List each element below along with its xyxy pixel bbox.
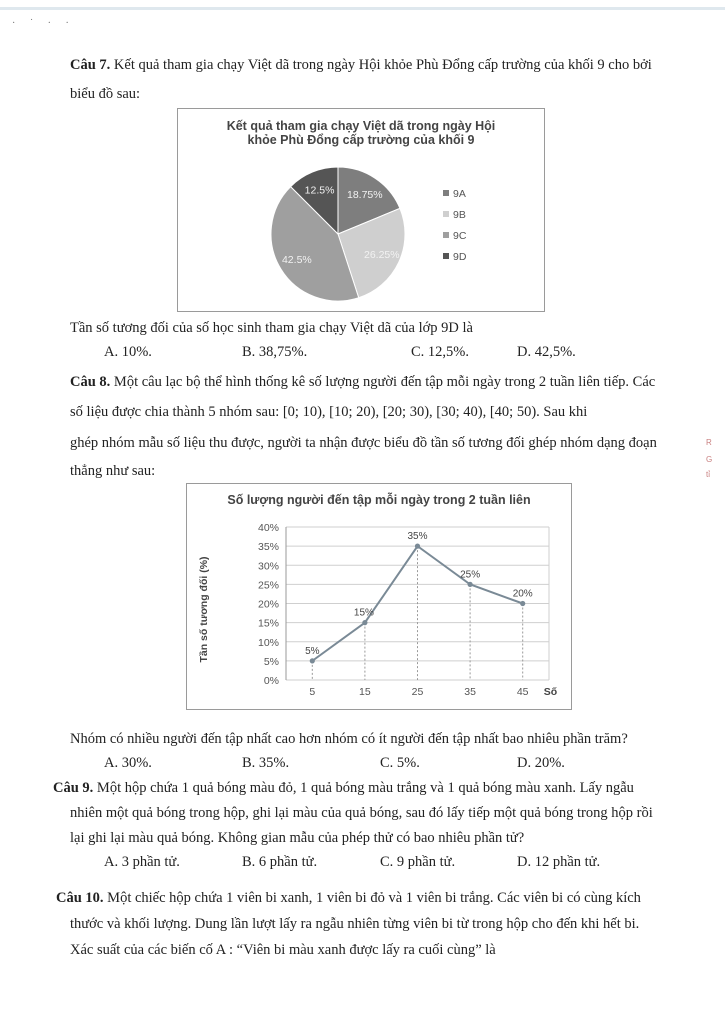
data-label: 20% <box>512 588 533 600</box>
y-tick-label: 5% <box>263 655 279 668</box>
legend-swatch-9b <box>443 211 449 217</box>
q8-option-a: A. 30%. <box>104 755 152 771</box>
y-tick-label: 10% <box>257 636 279 649</box>
q8-line1 <box>70 372 655 392</box>
data-label: 15% <box>353 607 374 619</box>
q8-number: Câu 8. <box>70 374 111 390</box>
pie-label-9c: 42.5% <box>281 254 312 267</box>
y-tick-label: 15% <box>257 617 279 630</box>
q8-text-1: Một câu lạc bộ thể hình thống kê số lượng người đến tập mỗi ngày trong 2 tuần liên tiếp. Các <box>113 374 656 390</box>
y-tick-label: 30% <box>257 560 279 573</box>
q9-option-c: C. 9 phần tử. <box>380 854 456 870</box>
side-mark-1: R <box>706 438 712 447</box>
pie-chart <box>178 109 544 311</box>
legend-label-9a: 9A <box>453 188 466 200</box>
legend-swatch-9c <box>443 232 449 238</box>
side-mark-2: G <box>706 455 713 464</box>
q7-option-a: A. 10%. <box>104 344 152 360</box>
q9-option-b: B. 6 phần tử. <box>242 854 318 870</box>
legend-swatch-9d <box>443 253 449 259</box>
q7-text-2: biểu đồ sau: <box>70 86 141 102</box>
q7-option-b: B. 38,75%. <box>242 344 308 360</box>
line-chart <box>187 484 571 709</box>
y-tick-label: 0% <box>263 675 279 687</box>
pie-label-9a: 18.75% <box>346 188 383 201</box>
x-tick-label: 5 <box>309 686 316 698</box>
data-label: 25% <box>460 569 481 581</box>
data-label: 35% <box>407 531 428 543</box>
q7-number: Câu 7. <box>70 57 111 73</box>
q10-text-3: Xác suất của các biến cố A : “Viên bi màu xanh được lấy ra cuối cùng” là <box>70 942 496 958</box>
q8-text-4: thẳng như sau: <box>70 463 156 479</box>
q10-number: Câu 10. <box>56 890 104 906</box>
scan-specks: · ˙ · · <box>12 18 75 29</box>
q9-option-d: D. 12 phần tử. <box>517 854 601 870</box>
page-top-rule <box>0 7 725 10</box>
x-tick-label: 25 <box>411 686 424 698</box>
legend-label-9b: 9B <box>453 209 466 221</box>
y-tick-label: 40% <box>257 522 279 534</box>
q9-text-1: Một hộp chứa 1 quả bóng màu đỏ, 1 quả bóng màu trắng và 1 quả bóng màu xanh. Lấy ngẫu <box>96 780 634 796</box>
y-tick-label: 25% <box>257 579 279 592</box>
q9-text-3: lại ghi lại màu quả bóng. Không gian mẫu của phép thử có bao nhiêu phần tử? <box>70 830 525 846</box>
x-tick-label: 45 <box>516 686 529 698</box>
q8-question: Nhóm có nhiều người đến tập nhất cao hơn nhóm có ít người đến tập nhất bao nhiêu phần trăm? <box>70 731 628 747</box>
data-point <box>520 601 525 606</box>
x-tick-label: 35 <box>464 686 476 698</box>
legend-swatch-9a <box>443 190 449 196</box>
data-point <box>362 620 367 625</box>
q10-text-1: Một chiếc hộp chứa 1 viên bi xanh, 1 viên bi đỏ và 1 viên bi trắng. Các viên bi có cùng kích <box>107 890 641 906</box>
y-tick-label: 20% <box>257 598 279 611</box>
q7-question: Tần số tương đối của số học sinh tham gia chạy Việt dã của lớp 9D là <box>70 320 473 336</box>
y-axis-label: Tần số tương đối (%) <box>198 556 210 663</box>
y-tick-label: 35% <box>257 541 279 554</box>
q8-text-2: số liệu được chia thành 5 nhóm sau: [0; 10), [10; 20), [20; 30), [30; 40), [40; 50). Sau khi <box>70 404 588 420</box>
q9-number: Câu 9. <box>53 780 94 796</box>
legend-label-9c: 9C <box>453 230 467 242</box>
line-chart-title: Số lượng người đến tập mỗi ngày trong 2 tuần liên <box>227 493 531 507</box>
q9-option-a: A. 3 phần tử. <box>104 854 180 870</box>
pie-label-9d: 12.5% <box>304 184 335 197</box>
q8-option-c: C. 5%. <box>380 755 420 771</box>
q7-line1 <box>70 55 652 75</box>
pie-title-line-2: khỏe Phù Đổng cấp trường của khối 9 <box>247 133 475 147</box>
pie-label-9b: 26.25% <box>363 249 400 262</box>
q8-option-d: D. 20%. <box>517 755 565 771</box>
q7-option-c: C. 12,5%. <box>411 344 469 360</box>
x-tick-label: 15 <box>359 686 371 698</box>
q7-text-1: Kết quả tham gia chạy Việt dã trong ngày Hội khỏe Phù Đổng cấp trường của khối 9 cho bởi <box>113 57 652 73</box>
data-point <box>415 544 420 549</box>
line-chart-frame <box>186 483 572 710</box>
q7-option-d: D. 42,5%. <box>517 344 576 360</box>
q9-text-2: nhiên một quả bóng trong hộp, ghi lại màu của quả bóng, sau đó lấy tiếp một quả bóng trong hộp rồi <box>70 805 653 821</box>
data-point <box>310 658 315 663</box>
q8-text-3: ghép nhóm mẫu số liệu thu được, người ta nhận được biểu đồ tần số tương đối ghép nhóm dạng đoạn <box>70 435 657 451</box>
legend-label-9d: 9D <box>453 251 467 263</box>
pie-chart-frame <box>177 108 545 312</box>
q8-option-b: B. 35%. <box>242 755 290 771</box>
pie-title-line-1: Kết quả tham gia chạy Việt dã trong ngày Hội <box>226 119 496 133</box>
x-axis-label: Số <box>543 686 558 698</box>
q9-line1 <box>53 778 634 798</box>
side-mark-3: tỉ <box>706 470 710 479</box>
data-label: 5% <box>305 645 320 657</box>
q10-text-2: thước và khối lượng. Dung lần lượt lấy ra ngẫu nhiên từng viên bi từ trong hộp cho đến khi hết bi. <box>70 916 640 932</box>
data-point <box>468 582 473 587</box>
q10-line1 <box>56 888 641 908</box>
